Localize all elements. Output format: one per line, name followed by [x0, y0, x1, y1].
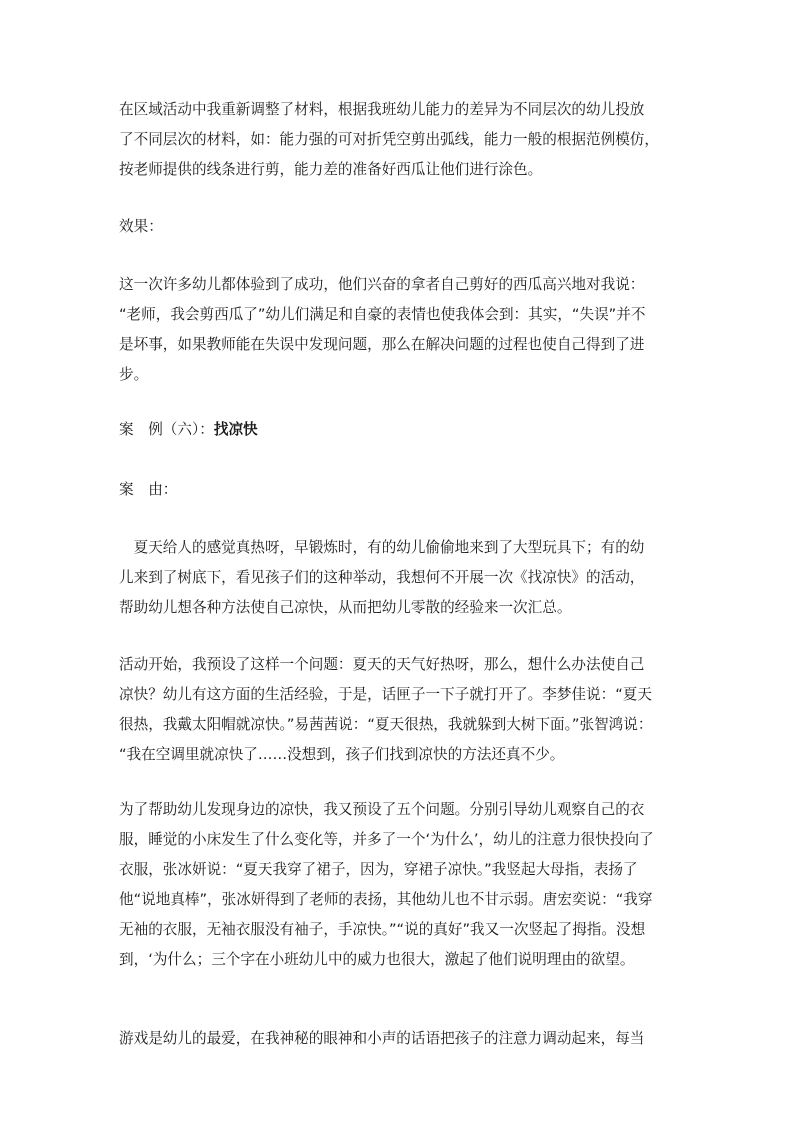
effect-label — [119, 212, 679, 242]
case-heading — [119, 415, 679, 445]
paragraph-effect — [119, 270, 679, 390]
text-line: 是坏事，如果教师能在失误中发现问题，那么在解决问题的过程也使自己得到了进 — [119, 336, 645, 353]
reason-label — [119, 475, 679, 505]
text-line: 游戏是幼儿的最爱，在我神秘的眼神和小声的话语把孩子的注意力调动起来，每当 — [119, 1030, 645, 1047]
text-line: 这一次许多幼儿都体验到了成功，他们兴奋的拿者自己剪好的西瓜高兴地对我说： — [119, 276, 645, 293]
text-line: “我在空调里就凉快了……没想到，孩子们找到凉快的方法还真不少。 — [119, 746, 565, 763]
text-line: 帮助幼儿想各种方法使自己凉快，从而把幼儿零散的经验来一次汇总。 — [119, 599, 572, 616]
case-heading-line — [119, 415, 679, 445]
text-line: 夏天给人的感觉真热呀，早锻炼时，有的幼儿偷偷地来到了大型玩具下；有的幼 — [119, 539, 645, 556]
text-line: 到，‘为什么；三个字在小班幼儿中的威力也很大，激起了他们说明理由的欲望。 — [119, 951, 635, 968]
text-line: 服，睡觉的小床发生了什么变化等，并多了一个‘为什么’，幼儿的注意力很快投向了 — [119, 831, 654, 848]
case-heading-prefix: 案 例（六）： — [119, 421, 214, 438]
case-heading-title: 找凉快 — [213, 421, 258, 438]
text-line: 效果： — [119, 218, 163, 235]
text-line: 案 由： — [119, 481, 178, 498]
text-line: 无袖的衣服，无袖衣服没有袖子，手凉快。”“说的真好”我又一次竖起了拇指。没想 — [119, 921, 646, 938]
text-line: 为了帮助幼儿发现身边的凉快，我又预设了五个问题。分别引导幼儿观察自己的衣 — [119, 801, 645, 818]
text-line: 儿来到了树底下，看见孩子们的这种举动，我想何不开展一次《找凉快》的活动， — [119, 569, 645, 586]
paragraph-activity-start — [119, 650, 679, 770]
text-line: 了不同层次的材料，如：能力强的可对折凭空剪出弧线，能力一般的根据范例模仿， — [119, 131, 659, 148]
text-line: “老师，我会剪西瓜了”幼儿们满足和自豪的表情也使我体会到：其实，“失误”并不 — [119, 306, 646, 323]
paragraph-five-questions — [119, 795, 679, 975]
paragraph-games — [119, 1024, 679, 1054]
text-line: 衣服，张冰妍说：“夏天我穿了裙子，因为，穿裙子凉快。”我竖起大母指，表扬了 — [119, 861, 638, 878]
text-line: 很热，我戴太阳帽就凉快。”易茜茜说：“夏天很热，我就躲到大树下面。”张智鸿说： — [119, 716, 653, 733]
text-line: 步。 — [119, 366, 149, 383]
text-line: 在区域活动中我重新调整了材料，根据我班幼儿能力的差异为不同层次的幼儿投放 — [119, 101, 645, 118]
paragraph-material-adjustment — [119, 95, 679, 185]
text-line: 按老师提供的线条进行剪，能力差的准备好西瓜让他们进行涂色。 — [119, 161, 543, 178]
text-line: 凉快？幼儿有这方面的生活经验，于是，话匣子一下子就打开了。李梦佳说：“夏天 — [119, 686, 652, 703]
text-line: 他“说地真棒”，张冰妍得到了老师的表扬，其他幼儿也不甘示弱。唐宏奕说：“我穿 — [119, 891, 653, 908]
text-line: 活动开始，我预设了这样一个问题：夏天的天气好热呀，那么，想什么办法使自己 — [119, 656, 645, 673]
paragraph-reason — [119, 533, 679, 623]
